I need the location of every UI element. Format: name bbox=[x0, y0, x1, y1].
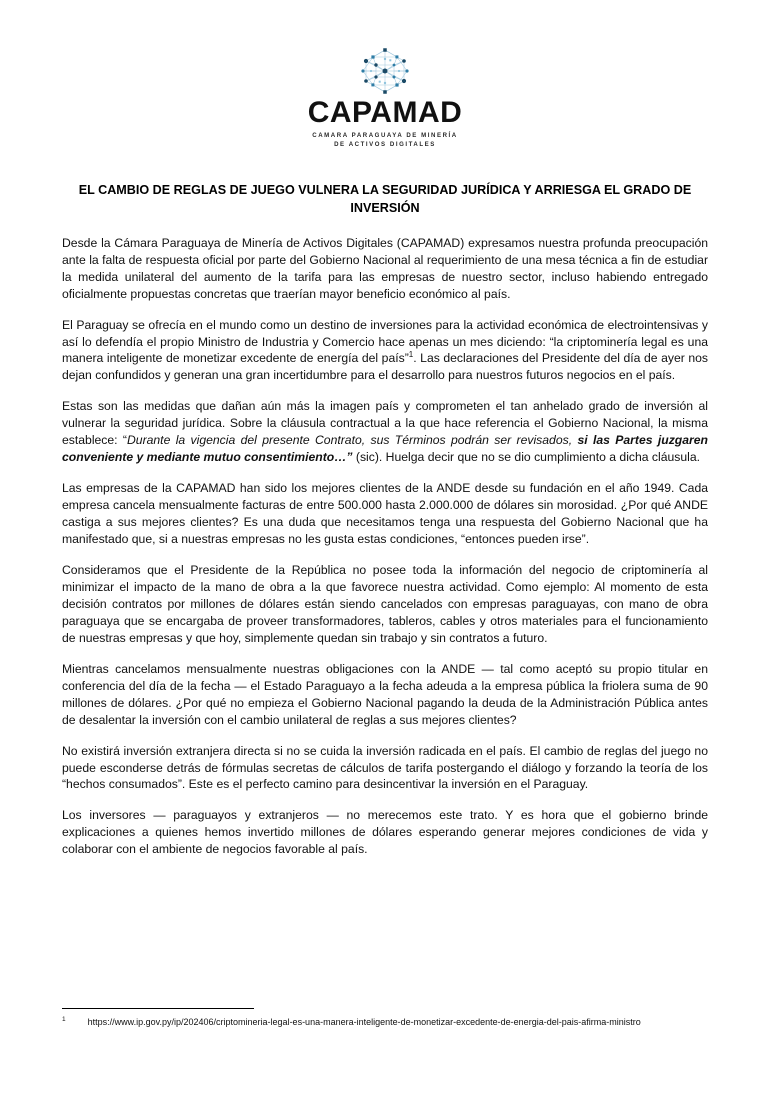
document-body bbox=[62, 182, 708, 858]
logo-tagline-line-2: DE ACTIVOS DIGITALES bbox=[334, 141, 436, 149]
contract-quote-italic: Durante la vigencia del presente Contrato, sus Términos podrán ser revisados, bbox=[126, 433, 578, 448]
paragraph-3-text-a: Estas son las medidas que dañan aún más la imagen país y comprometen el tan anhelado grado de inversión al vulnerar la seguridad jurídica. Sobre la cláusula contractual a la que hace referencia el Gobierno Nacional, la misma establece: “ bbox=[62, 399, 708, 448]
logo-wordmark: CAPAMAD bbox=[307, 96, 463, 129]
footnote-1 bbox=[62, 1016, 708, 1030]
footnote-number: 1 bbox=[62, 1016, 66, 1023]
paragraph-5: Consideramos que el Presidente de la República no posee toda la información del negocio de criptominería al minimizar el impacto de la mano de obra a la que favorece nuestra actividad. Como ejemplo: Al momento de esta decisión contratos por millones de dólares están siendo cancelados con empresas paraguayas, con mano de obra paraguaya que se encargaba de proveer transformadores, tableros, cables y otros materiales para el funcionamiento de nuestras empresas y que hoy, simplemente quedan sin trabajo y sin contratos a futuro. bbox=[62, 563, 708, 645]
network-nodes-icon bbox=[354, 46, 416, 96]
paragraph-2 bbox=[62, 317, 708, 385]
paragraph-4: Las empresas de la CAPAMAD han sido los mejores clientes de la ANDE desde su fundación en el año 1949. Cada empresa cancela mensualmente facturas de entre 500.000 hasta 2.000.000 de dólares sin morosidad. ¿Por qué ANDE castiga a sus mejores clientes? Es una duda que necesitamos tenga una respuesta del Gobierno Nacional que ha manifestado que, si a nuestras empresas no les gusta estas condiciones, “entonces pueden irse”. bbox=[62, 481, 708, 547]
footnote-reference-1[interactable]: 1 bbox=[408, 350, 414, 360]
footnote-url[interactable]: https://www.ip.gov.py/ip/202406/criptomineria-legal-es-una-manera-inteligente-de-monetizar-excedente-de-energia-del-pais-afirma-ministro bbox=[87, 1017, 641, 1027]
footnote-separator bbox=[62, 1008, 254, 1009]
paragraph-6: Mientras cancelamos mensualmente nuestras obligaciones con la ANDE — tal como aceptó su propio titular en conferencia del día de la fecha — el Estado Paraguayo a la fecha adeuda a la empresa pública la friolera suma de 90 millones de dólares. ¿Por qué no empieza el Gobierno Nacional pagando la deuda de la Administración Pública antes de desalentar la inversión con el cambio unilateral de reglas a sus mejores clientes? bbox=[62, 661, 708, 727]
page-title: EL CAMBIO DE REGLAS DE JUEGO VULNERA LA SEGURIDAD JURÍDICA Y ARRIESGA EL GRADO DE INVERSIÓN bbox=[78, 183, 692, 215]
paragraph-7: No existirá inversión extranjera directa si no se cuida la inversión radicada en el país. El cambio de reglas del juego no puede esconderse detrás de fórmulas secretas de cálculos de tarifa postergando el diálogo y forzando la teoría de los “hechos consumados”. Este es el perfecto camino para desincentivar la inversión en el Paraguay. bbox=[62, 743, 708, 792]
logo-tagline-line-1: CAMARA PARAGUAYA DE MINERÍA bbox=[312, 132, 458, 139]
paragraph-1: Desde la Cámara Paraguaya de Minería de Activos Digitales (CAPAMAD) expresamos nuestra profunda preocupación ante la falta de respuesta oficial por parte del Gobierno Nacional al requerimiento de una mesa técnica a fin de estudiar la medida unilateral del aumento de la tarifa para las empresas de nuestro sector, incluso habiendo entregado oficialmente propuestas concretas que traerían mayor beneficio económico al país. bbox=[62, 235, 708, 301]
logo-header bbox=[0, 0, 770, 149]
paragraph-3-text-b: (sic). Huelga decir que no se dio cumplimiento a dicha cláusula. bbox=[352, 450, 701, 465]
paragraph-2-text-a: El Paraguay se ofrecía en el mundo como un destino de inversiones para la actividad económica de electrointensivas y así lo defendía el propio Ministro de Industria y Comercio hace apenas un mes diciendo: “la criptominería legal es una manera inteligente de monetizar excedente de energía del país” bbox=[62, 317, 708, 366]
paragraph-8: Los inversores — paraguayos y extranjeros — no merecemos este trato. Y es hora que el gobierno brinde explicaciones a quienes hemos invertido millones de dólares esperando generar mejores condiciones de vida y colaborar con el ambiente de negocios favorable al país. bbox=[62, 808, 708, 857]
footnote-area bbox=[62, 1008, 708, 1030]
paragraph-3 bbox=[62, 398, 708, 466]
contract-quote-bold-italic: si las Partes juzgaren conveniente y mediante mutuo consentimiento…” bbox=[62, 433, 708, 465]
logo-tagline bbox=[312, 131, 457, 149]
paragraph-2-text-b: . Las declaraciones del Presidente del día de ayer nos dejan confundidos y generan una gran incertidumbre para el desarrollo para nuestros futuros negocios en el país. bbox=[62, 351, 708, 383]
